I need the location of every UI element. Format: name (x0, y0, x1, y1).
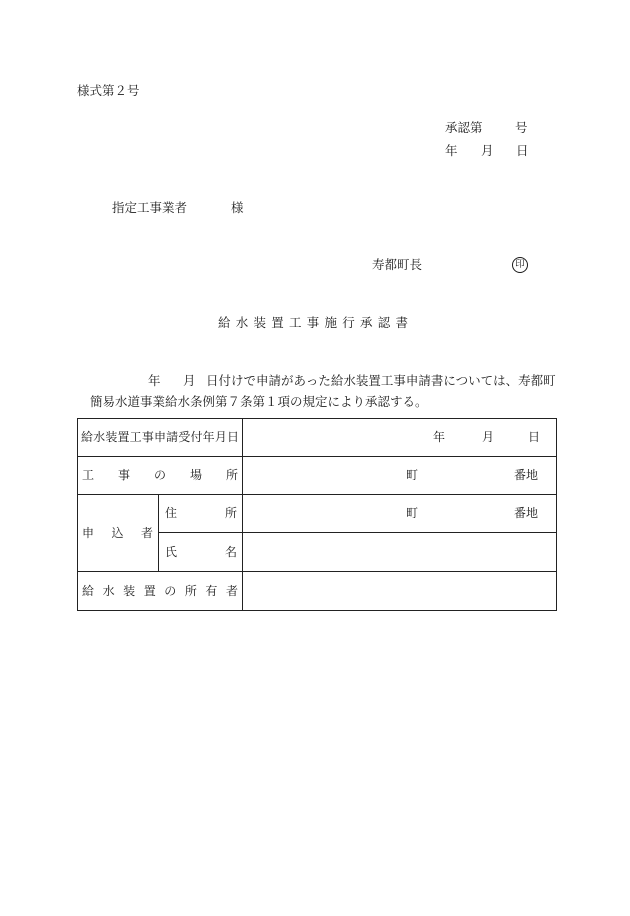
receipt-date-month: 月 (482, 430, 495, 444)
body-line-1: 日付けで申請があった給水装置工事申請書については、寿都町 (206, 373, 556, 388)
work-location-town: 町 (406, 468, 419, 482)
body-line-2: 簡易水道事業給水条例第７条第１項の規定により承認する。 (90, 394, 428, 409)
seal-icon: 印 (512, 257, 528, 273)
addressee-title: 指定工事業者 (112, 200, 188, 215)
applicant-label: 申込者 (82, 526, 153, 540)
applicant-address-lot: 番地 (514, 506, 539, 520)
owner-label: 給水装置の所有者 (82, 584, 238, 598)
body-year: 年 (148, 373, 161, 388)
applicant-address-town: 町 (406, 506, 419, 520)
applicant-name-label: 氏名 (165, 545, 237, 559)
column-divider (158, 494, 159, 572)
receipt-date-label: 給水装置工事申請受付年月日 (81, 430, 239, 444)
work-location-label: 工事の場所 (82, 468, 238, 482)
approval-date-day: 日 (516, 143, 529, 158)
work-location-lot: 番地 (514, 468, 539, 482)
application-table (77, 418, 557, 611)
issuer-name: 寿都町長 (372, 257, 423, 272)
receipt-date-year: 年 (433, 430, 446, 444)
body-month: 月 (183, 373, 196, 388)
approval-number-suffix: 号 (515, 120, 528, 135)
approval-date-month: 月 (481, 143, 494, 158)
document-title: 給水装置工事施行承認書 (218, 315, 408, 330)
applicant-address-label: 住所 (165, 506, 237, 520)
receipt-date-day: 日 (528, 430, 541, 444)
approval-number-prefix: 承認第 (445, 120, 483, 135)
form-number: 様式第２号 (77, 83, 140, 98)
addressee-honorific: 様 (231, 200, 244, 215)
approval-date-year: 年 (445, 143, 458, 158)
column-divider (242, 419, 243, 610)
